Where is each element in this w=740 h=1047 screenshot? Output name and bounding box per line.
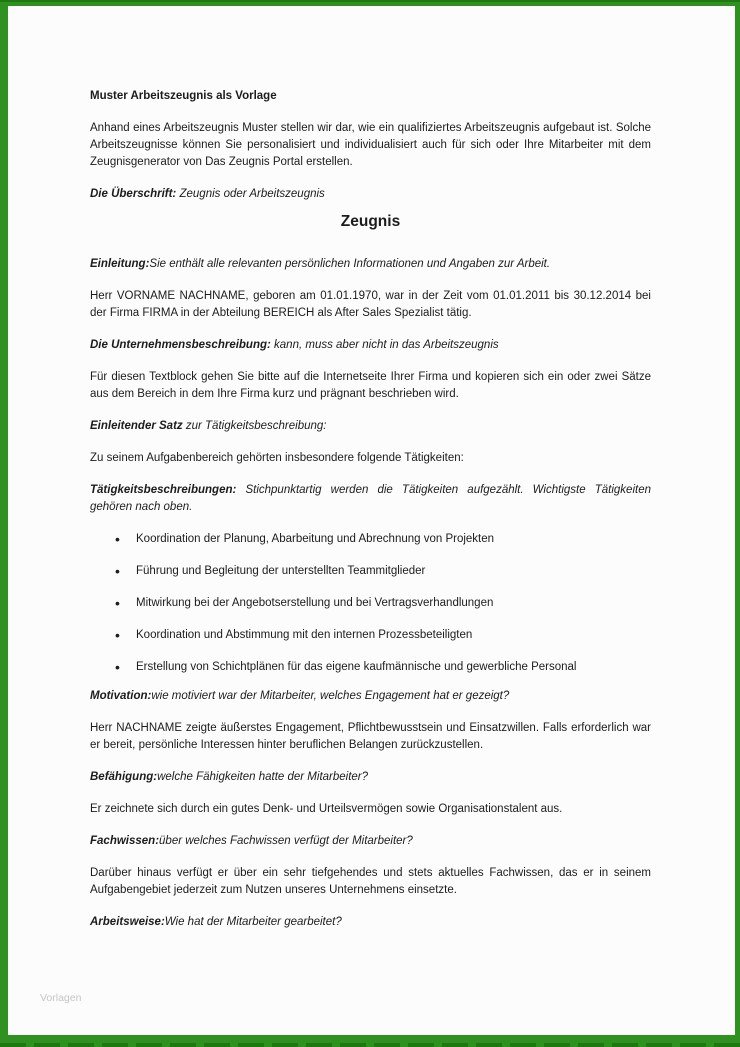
section-label-taetigkeitsbeschreibungen-text: Stichpunktartig werden die Tätigkeiten aufgezählt. Wichtigste Tätigkeiten gehören nach oben. [90,484,651,513]
section-label-einleitung [90,256,651,273]
section-label-einleitung-text: Sie enthält alle relevanten persönlichen Informationen und Angaben zur Arbeit. [149,258,551,270]
watermark: Vorlagen [40,992,82,1004]
section-label-befaehigung-bold: Befähigung: [90,771,158,783]
section-label-arbeitsweise [90,914,651,931]
section-label-einleitender-satz-text: zur Tätigkeitsbeschreibung: [182,420,327,432]
section-label-befaehigung-text: welche Fähigkeiten hatte der Mitarbeiter? [157,771,369,783]
section-label-befaehigung [90,769,651,786]
section-label-einleitung-bold: Einleitung: [90,258,150,270]
list-item: • Koordination und Abstimmung mit den internen Prozessbeteiligten [90,627,651,644]
list-item: • Mitwirkung bei der Angebotserstellung und bei Vertragsverhandlungen [90,595,651,612]
person-paragraph: Herr VORNAME NACHNAME, geboren am 01.01.1970, war in der Zeit vom 01.01.2011 bis 30.12.2014 bei der Firma FIRMA in der Abteilung BEREICH als After Sales Spezialist tätig. [90,290,651,319]
list-item: • Führung und Begleitung der unterstellten Teammitglieder [90,563,651,580]
motivation-paragraph: Herr NACHNAME zeigte äußerstes Engagement, Pflichtbewusstsein und Einsatzwillen. Falls erforderlich war er bereit, persönliche Interessen hinter beruflichen Belangen zurückzustellen. [90,722,651,751]
textblock-paragraph: Für diesen Textblock gehen Sie bitte auf die Internetseite Ihrer Firma und kopieren sich ein oder zwei Sätze aus dem Bereich in dem Ihre Firma kurz und prägnant beschrieben wird. [90,371,651,400]
section-label-einleitender-satz [90,418,651,435]
list-item: • Koordination der Planung, Abarbeitung und Abrechnung von Projekten [90,531,651,548]
list-item: • Erstellung von Schichtplänen für das eigene kaufmännische und gewerbliche Personal [90,659,651,676]
section-label-arbeitsweise-text: Wie hat der Mitarbeiter gearbeitet? [164,916,342,928]
befaehigung-paragraph: Er zeichnete sich durch ein gutes Denk- und Urteilsvermögen sowie Organisationstalent aus. [90,803,563,815]
section-label-fachwissen-bold: Fachwissen: [90,835,160,847]
section-label-unternehmensbeschreibung-bold: Die Unternehmensbeschreibung: [90,339,271,351]
section-label-fachwissen [90,833,651,850]
section-label-motivation-bold: Motivation: [90,690,152,702]
section-label-ueberschrift-bold: Die Überschrift: [90,188,177,200]
main-heading-zeugnis: Zeugnis [340,213,401,230]
fachwissen-paragraph: Darüber hinaus verfügt er über ein sehr tiefgehendes und stets aktuelles Fachwissen, das er in seinem Aufgabengebiet jederzeit zum Nutzen unseres Unternehmens einsetzte. [90,867,651,896]
section-label-motivation [90,688,651,705]
section-label-unternehmensbeschreibung [90,337,651,354]
section-label-fachwissen-text: über welches Fachwissen verfügt der Mitarbeiter? [159,835,413,847]
section-label-motivation-text: wie motiviert war der Mitarbeiter, welches Engagement hat er gezeigt? [151,690,510,702]
document-title: Muster Arbeitszeugnis als Vorlage [90,90,277,102]
section-label-arbeitsweise-bold: Arbeitsweise: [90,916,165,928]
intro-paragraph: Anhand eines Arbeitszeugnis Muster stellen wir dar, wie ein qualifiziertes Arbeitszeugnis aufgebaut ist. Solche Arbeitszeugnisse können Sie personalisiert und individualisiert auch für sich oder Ihre Mitarbeiter mit dem Zeugnisgenerator von Das Zeugnis Portal erstellen. [90,122,651,168]
section-label-einleitender-satz-bold: Einleitender Satz [90,420,183,432]
document-content [8,6,735,931]
section-label-unternehmensbeschreibung-text: kann, muss aber nicht in das Arbeitszeugnis [270,339,499,351]
section-label-taetigkeitsbeschreibungen-bold: Tätigkeitsbeschreibungen: [90,484,237,496]
section-label-taetigkeitsbeschreibungen [90,482,651,516]
frame-bottom-accent [0,1035,740,1047]
aufgabenbereich-paragraph: Zu seinem Aufgabenbereich gehörten insbesondere folgende Tätigkeiten: [90,452,464,464]
section-label-ueberschrift-text: Zeugnis oder Arbeitszeugnis [176,188,325,200]
section-label-ueberschrift [90,186,651,203]
frame-top-accent [0,0,740,2]
task-bullet-list [90,531,651,676]
